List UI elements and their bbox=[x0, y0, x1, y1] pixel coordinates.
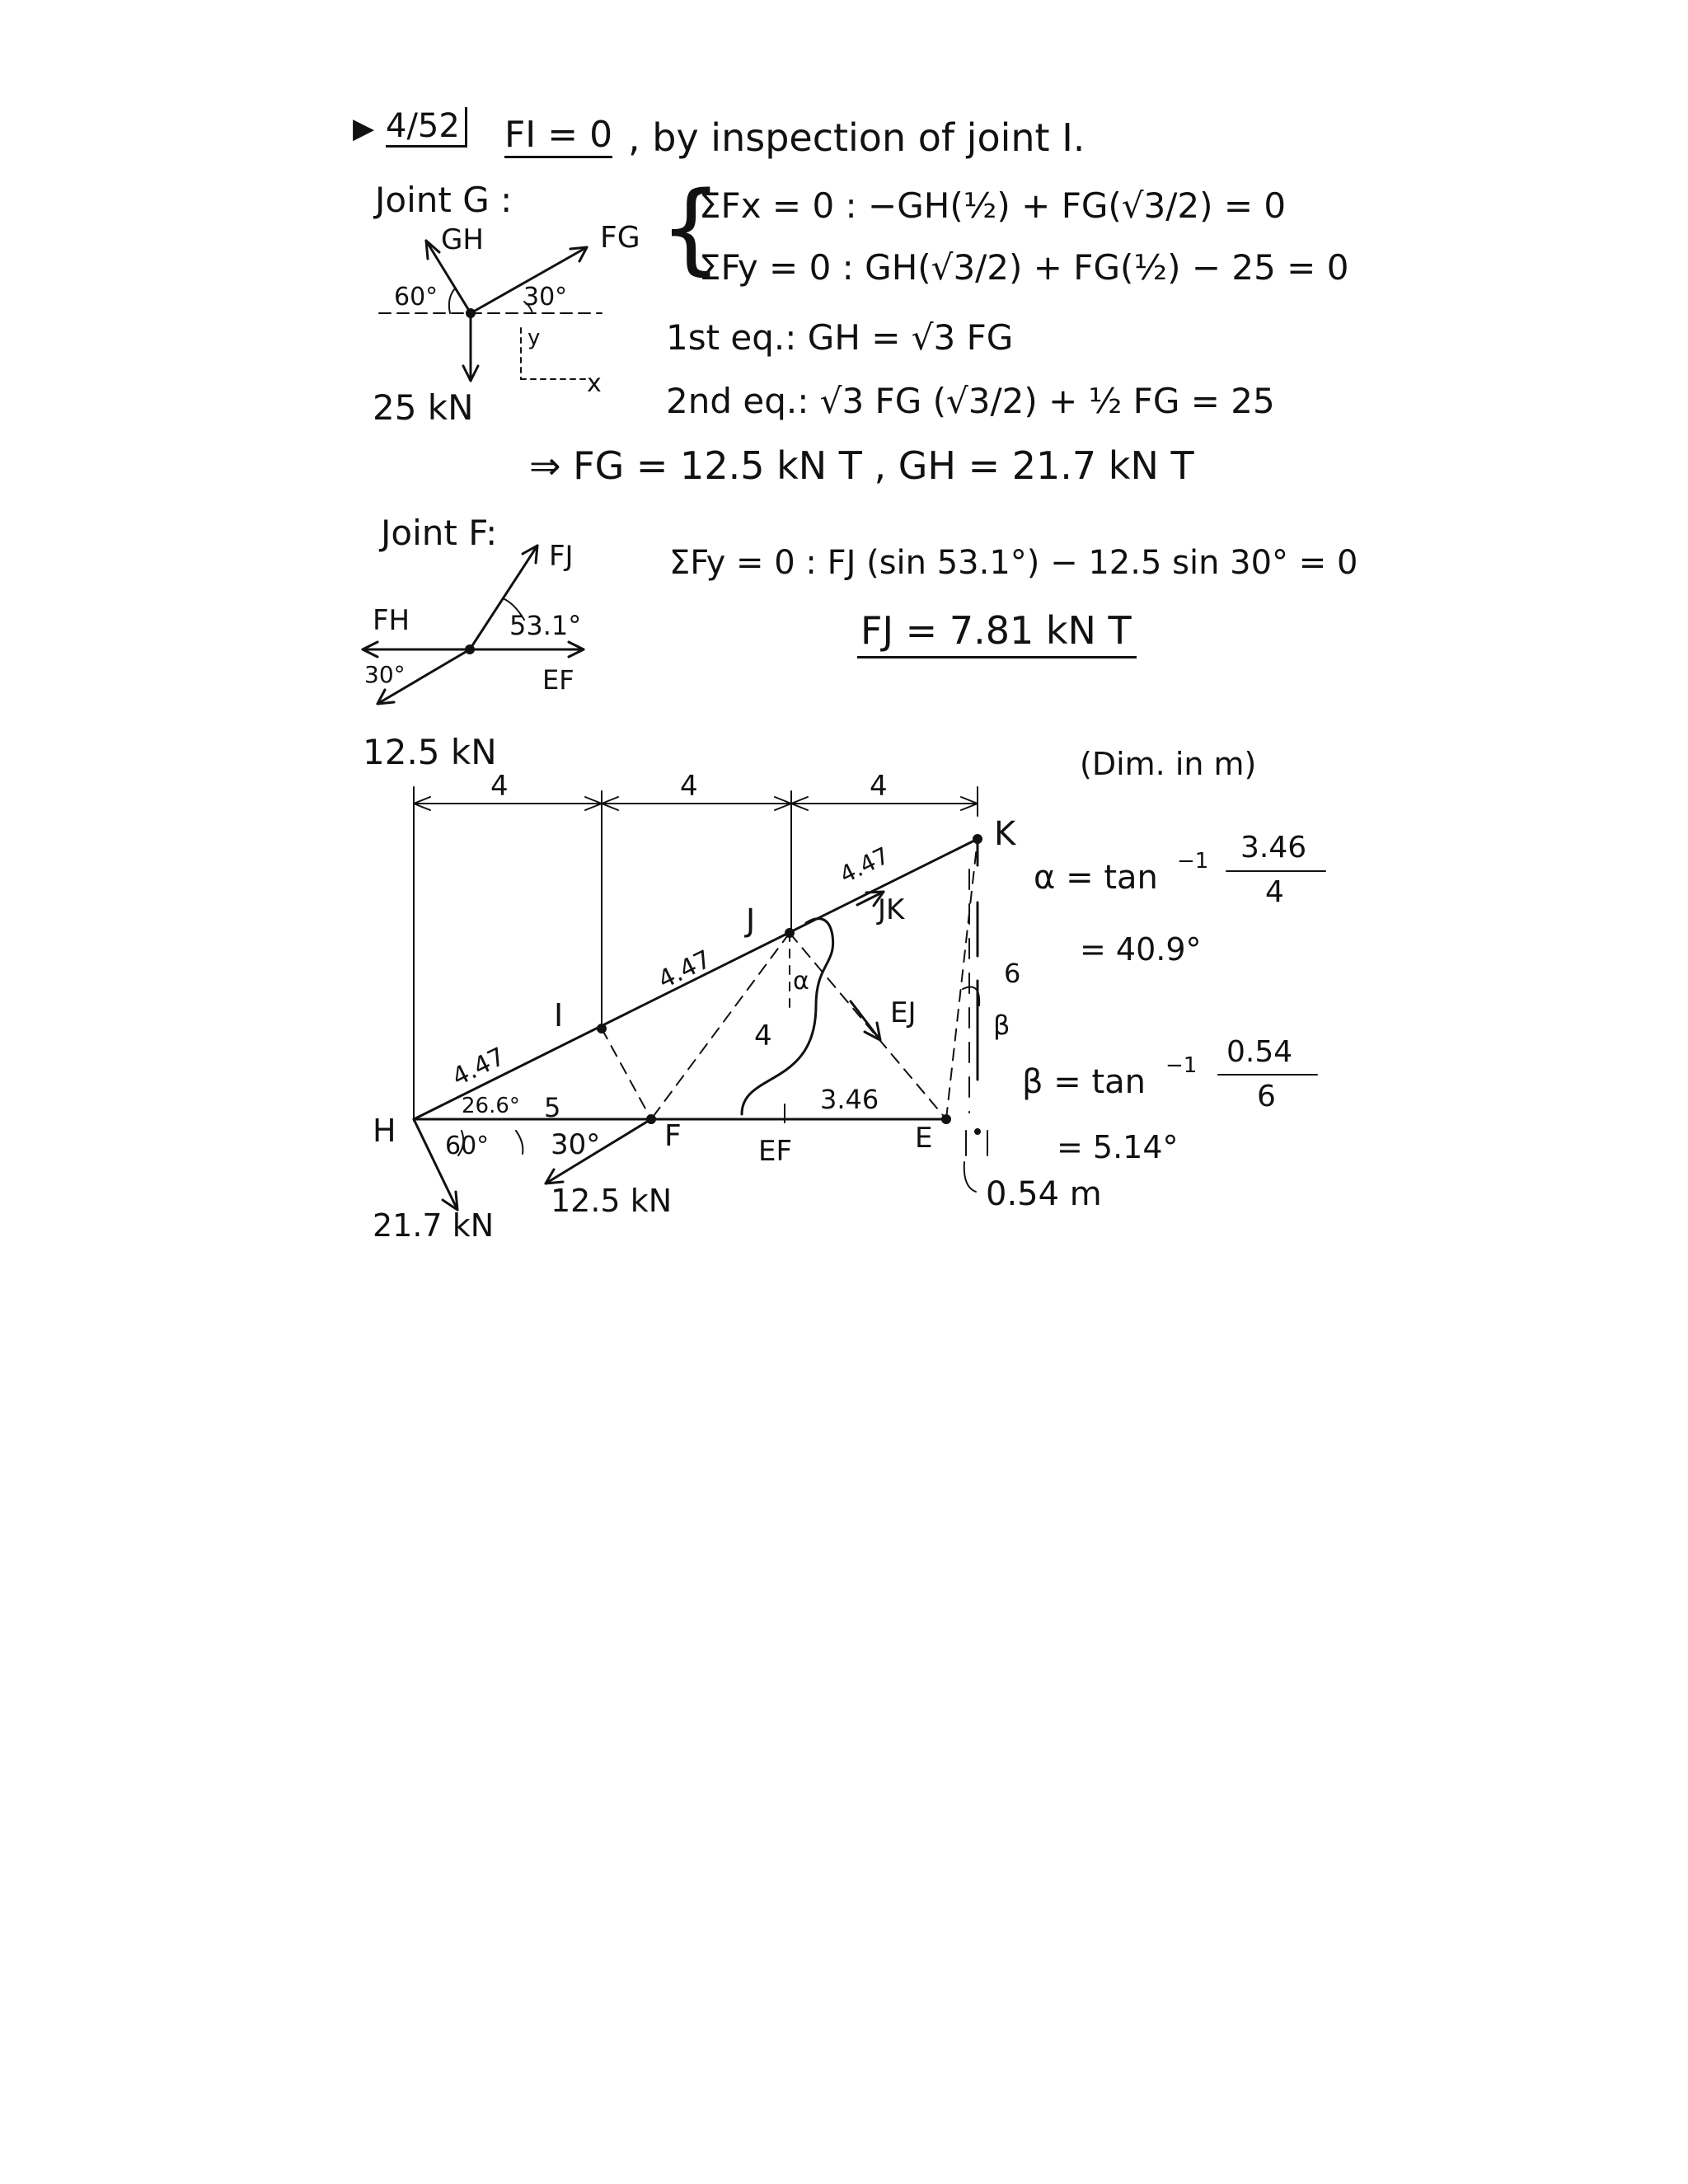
angle-30-label: 30° bbox=[523, 283, 568, 312]
member-hf-length: 5 bbox=[544, 1092, 561, 1123]
joint-f-load-label: 12.5 kN bbox=[363, 732, 497, 772]
member-jk-length: 4.47 bbox=[835, 841, 894, 889]
span-2-label: 4 bbox=[680, 770, 698, 803]
joint-k-label: K bbox=[994, 815, 1016, 853]
alpha-denominator: 4 bbox=[1265, 875, 1284, 909]
angle-f-30-label: 30° bbox=[551, 1128, 601, 1161]
angle-h-60-label: 60° bbox=[445, 1132, 490, 1160]
alpha-superscript: −1 bbox=[1177, 849, 1209, 874]
problem-number: 4/52 bbox=[386, 107, 467, 148]
joint-g-second-eq: 2nd eq.: √3 FG (√3/2) + ½ FG = 25 bbox=[666, 381, 1275, 421]
beta-superscript: −1 bbox=[1165, 1053, 1198, 1078]
problem-marker-icon: ▶ bbox=[353, 112, 375, 145]
fe-width-label: 3.46 bbox=[820, 1084, 879, 1115]
alpha-lhs: α = tan bbox=[1034, 859, 1158, 897]
gh-label: GH bbox=[441, 223, 484, 256]
angle-30-low-label: 30° bbox=[364, 661, 406, 688]
beta-label: β bbox=[993, 1010, 1010, 1041]
alpha-label: α bbox=[793, 967, 809, 996]
joint-g-eq-fx: ΣFx = 0 : −GH(½) + FG(√3/2) = 0 bbox=[699, 185, 1287, 226]
beta-denominator: 6 bbox=[1257, 1080, 1276, 1113]
member-jk-label: JK bbox=[878, 893, 905, 926]
beta-numerator: 0.54 bbox=[1226, 1035, 1293, 1069]
joint-g-load-label: 25 kN bbox=[373, 387, 474, 428]
ek-height-label: 6 bbox=[1004, 958, 1021, 989]
joint-f-result: FJ = 7.81 kN T bbox=[857, 608, 1137, 658]
fh-label: FH bbox=[373, 604, 410, 637]
member-ef-label: EF bbox=[758, 1135, 793, 1168]
angle-26-label: 26.6° bbox=[462, 1094, 520, 1118]
fj-label: FJ bbox=[549, 540, 574, 573]
dimension-note: (Dim. in m) bbox=[1080, 746, 1257, 782]
joint-i-label: I bbox=[554, 997, 564, 1033]
axis-y-label: y bbox=[528, 326, 541, 350]
ef-label: EF bbox=[542, 664, 574, 696]
jf-height-label: 4 bbox=[754, 1019, 772, 1052]
angle-60-label: 60° bbox=[394, 283, 438, 312]
joint-e-label: E bbox=[915, 1122, 933, 1155]
fi-statement: FI = 0 bbox=[504, 114, 612, 158]
joint-j-label: J bbox=[746, 902, 756, 939]
joint-g-result: ⇒ FG = 12.5 kN T , GH = 21.7 kN T bbox=[529, 443, 1194, 488]
joint-h-label: H bbox=[373, 1113, 396, 1149]
load-h-label: 21.7 kN bbox=[373, 1207, 495, 1244]
joint-f-eq-fy: ΣFy = 0 : FJ (sin 53.1°) − 12.5 sin 30° = 0 bbox=[669, 544, 1358, 582]
joint-g-eq-fy: ΣFy = 0 : GH(√3/2) + FG(½) − 25 = 0 bbox=[699, 247, 1349, 288]
fg-label: FG bbox=[600, 221, 640, 255]
load-f-label: 12.5 kN bbox=[551, 1183, 673, 1219]
offset-label: 0.54 m bbox=[986, 1175, 1102, 1213]
joint-g-brace: { bbox=[659, 171, 723, 286]
joint-g-heading: Joint G : bbox=[375, 180, 513, 220]
beta-value: = 5.14° bbox=[1057, 1129, 1179, 1165]
member-ij-length: 4.47 bbox=[654, 944, 716, 996]
span-3-label: 4 bbox=[870, 770, 888, 803]
joint-f-label: F bbox=[664, 1119, 682, 1153]
alpha-value: = 40.9° bbox=[1080, 931, 1202, 968]
member-hi-length: 4.47 bbox=[448, 1042, 510, 1093]
joint-f-heading: Joint F: bbox=[381, 513, 498, 553]
span-1-label: 4 bbox=[490, 770, 509, 803]
joint-g-first-eq: 1st eq.: GH = √3 FG bbox=[666, 317, 1014, 358]
member-ej-label: EJ bbox=[890, 996, 917, 1029]
fi-reason: , by inspection of joint I. bbox=[628, 115, 1085, 160]
alpha-numerator: 3.46 bbox=[1240, 831, 1307, 865]
axis-x-label: x bbox=[587, 369, 602, 398]
beta-lhs: β = tan bbox=[1022, 1063, 1146, 1101]
angle-53-label: 53.1° bbox=[509, 610, 582, 641]
